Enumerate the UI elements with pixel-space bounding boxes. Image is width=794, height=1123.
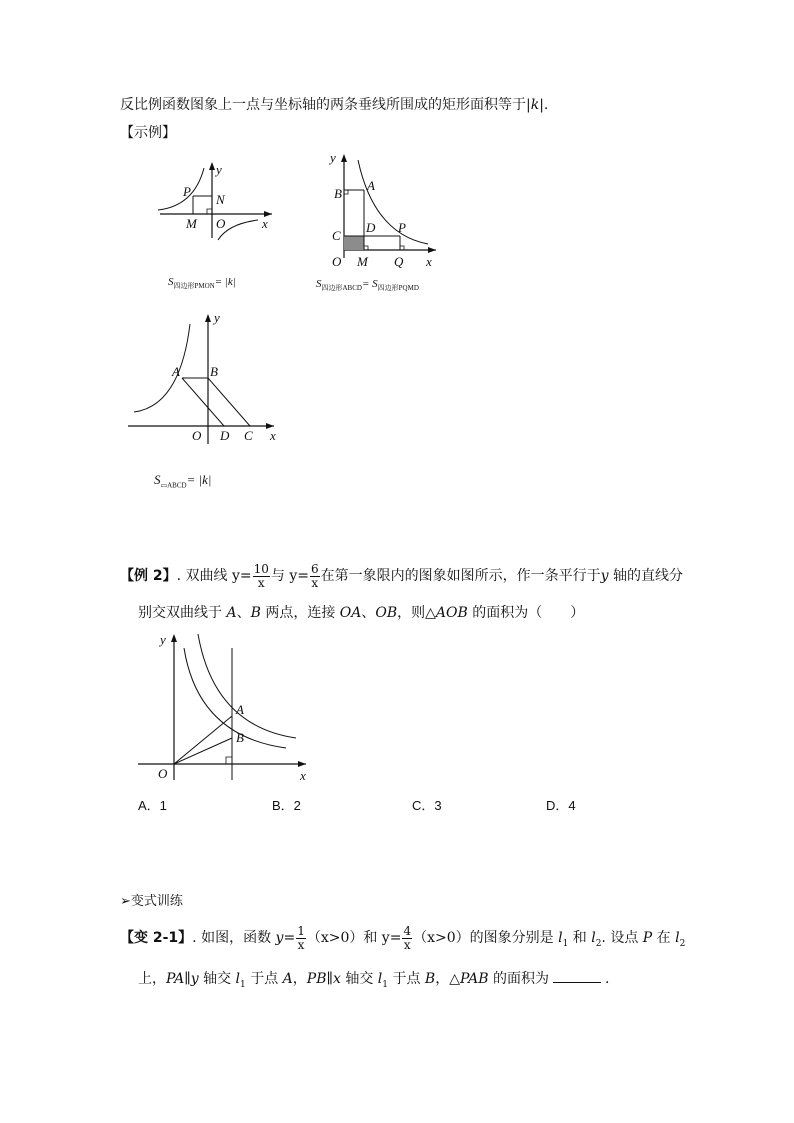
right-angle xyxy=(207,209,212,214)
y-arrow xyxy=(171,634,177,642)
option-a: A．1 xyxy=(138,798,167,813)
label-O: O xyxy=(332,254,342,269)
curve-10-over-x xyxy=(198,634,296,738)
seg-AD xyxy=(182,378,224,426)
y-arrow xyxy=(341,154,347,162)
option-d: D．4 xyxy=(546,798,576,813)
label-A: A xyxy=(236,702,244,717)
label-x: x xyxy=(300,768,306,782)
fraction-1-x: $\frac{1}{x}$ xyxy=(297,923,305,952)
x-arrow xyxy=(428,247,436,253)
label-O: O xyxy=(216,216,226,231)
fraction-4-x: $\frac{4}{x}$ xyxy=(403,923,412,952)
curve-6-over-x xyxy=(184,648,286,748)
abs-k: |k| xyxy=(526,97,544,113)
label-x: x xyxy=(270,428,276,443)
var21-line-2: 上，PA∥y 轴交 $l_1$ 于点 A，PB∥x 轴交 $l_1$ 于点 B，△PAB 的面积为 . xyxy=(138,968,609,994)
x-arrow xyxy=(298,761,306,767)
caption-1: $S_{四边形PMON}= |k|$ xyxy=(168,276,236,291)
label-A: A xyxy=(172,364,180,379)
option-c: C．3 xyxy=(412,798,442,813)
label-y: y xyxy=(214,310,220,325)
figure-2 xyxy=(324,148,444,272)
fraction-10-x: $\frac{10}{x}$ xyxy=(253,561,269,590)
label-y: y xyxy=(330,150,336,165)
label-D: D xyxy=(220,428,230,443)
intro-end: . xyxy=(543,97,549,113)
caption-2: $S_{四边形ABCD}= S_{四边形PQMD}$ xyxy=(316,278,419,293)
intro-line xyxy=(120,96,548,114)
label-Q: Q xyxy=(394,254,404,269)
option-b: B．2 xyxy=(272,798,301,813)
label-N: N xyxy=(216,192,225,207)
seg-OB xyxy=(174,738,232,764)
arrow-bullet-icon: ➢ xyxy=(120,894,131,909)
label-O: O xyxy=(192,428,202,443)
caption-3: $S_{▭ABCD}= |k|$ xyxy=(154,472,212,490)
fraction-6-x: $\frac{6}{x}$ xyxy=(311,561,319,590)
label-A: A xyxy=(367,178,375,193)
label-O: O xyxy=(158,766,168,781)
label-M: M xyxy=(357,254,368,269)
label-x: x xyxy=(426,254,432,269)
ex2-line-1: 【例 2】. 双曲线 y= $\frac{10}{x}$ 与 y= $\frac{6}{x}$ 在第一象限内的图象如图所示，作一条平行于y 轴的直线分 xyxy=(120,561,684,590)
label-C: C xyxy=(332,228,341,243)
label-M: M xyxy=(186,216,197,231)
example-heading: 【示例】 xyxy=(120,125,176,141)
answer-blank[interactable] xyxy=(553,968,601,983)
label-D: D xyxy=(366,220,376,235)
shaded-rect xyxy=(344,236,364,250)
label-y: y xyxy=(216,162,222,177)
right-angle xyxy=(226,757,232,764)
training-heading: ➢变式训练 xyxy=(120,894,183,909)
ex2-figure xyxy=(136,630,312,782)
seg-OA xyxy=(174,716,232,764)
figure-1 xyxy=(150,158,280,242)
label-x: x xyxy=(262,216,268,231)
label-y: y xyxy=(160,632,166,647)
label-B: B xyxy=(334,186,342,201)
var21-line-1: 【变 2-1】. 如图，函数 y= $\frac{1}{x}$ （x>0）和 y= $\frac{4}{x}$ （x>0）的图象分别是 $l_1$ 和 $l_2$. 设点 P 在 $l_2$ xyxy=(120,923,686,952)
hyperbola xyxy=(134,324,190,412)
right-angle-M xyxy=(364,246,368,250)
seg-BC xyxy=(208,378,250,426)
label-P: P xyxy=(183,184,191,199)
y-arrow xyxy=(205,314,211,322)
ex2-line-2: 别交双曲线于 A、B 两点，连接 OA、OB，则△AOB 的面积为（ ） xyxy=(138,605,585,621)
label-B: B xyxy=(210,364,218,379)
y-arrow xyxy=(209,162,215,170)
right-angle-Q xyxy=(400,246,404,250)
figure-3 xyxy=(124,308,284,448)
label-C: C xyxy=(244,428,253,443)
label-B: B xyxy=(236,730,244,745)
right-angle-B xyxy=(344,190,348,194)
curve-q2 xyxy=(158,168,204,210)
label-P: P xyxy=(398,220,406,235)
intro-text: 反比例函数图象上一点与坐标轴的两条垂线所围成的矩形面积等于 xyxy=(120,97,526,113)
